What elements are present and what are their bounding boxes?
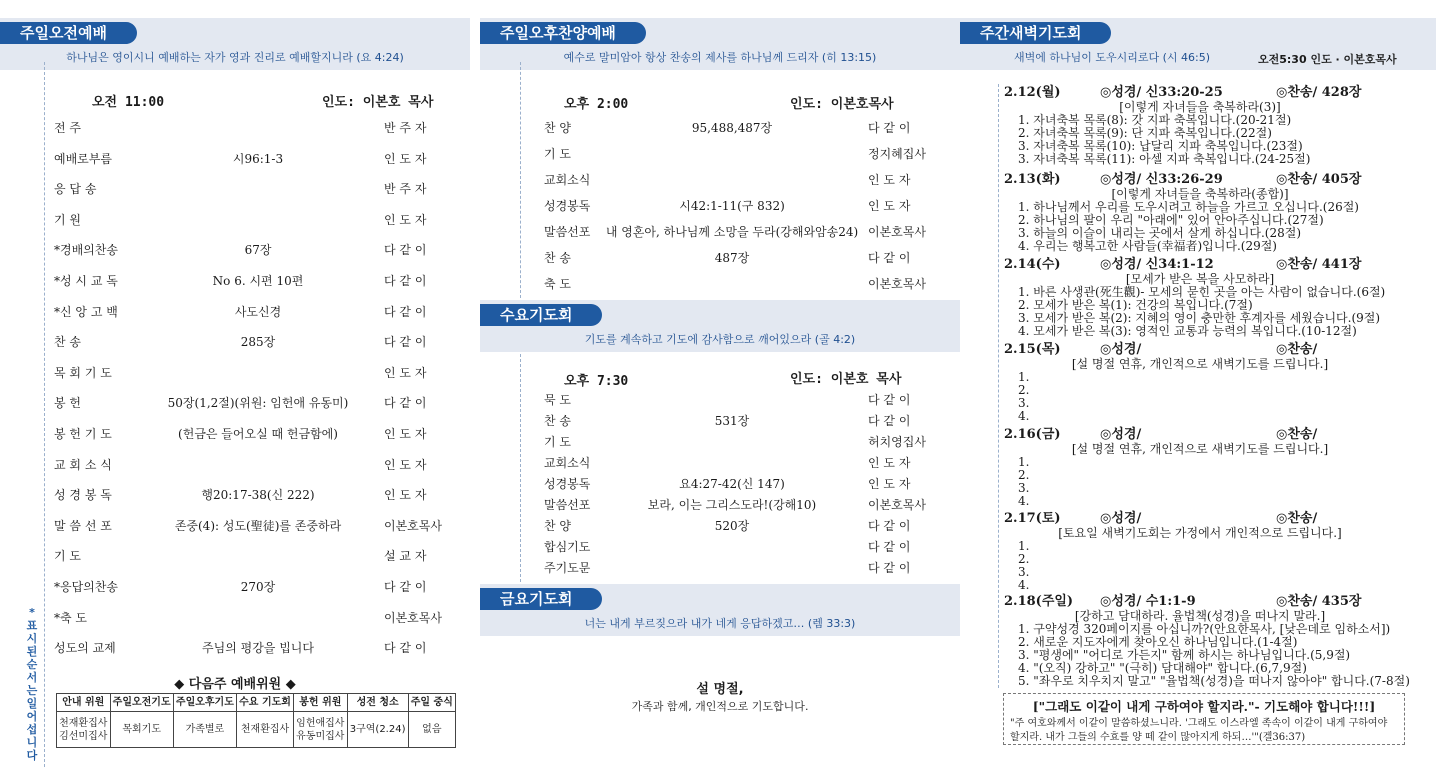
order-person: 인 도 자 [868,199,911,213]
dawn-day [1004,173,1396,253]
committee-table [56,693,456,748]
order-row [0,576,470,598]
dawn-theme: [모세가 받은 복을 사모하라] [1125,272,1275,286]
dawn-point: 3. 자녀축복 목록(11): 아셀 지파 축복입니다.(24-25절) [1018,152,1311,166]
dawn-point: 3. [1018,396,1030,410]
dawn-theme: [설 명절 연휴, 개인적으로 새벽기도를 드립니다.] [1071,357,1329,371]
order-name: 합심기도 [544,540,591,554]
order-person: 다 같 이 [384,274,427,288]
dawn-point: 4. 우리는 행복고한 사람들(幸福者)입니다.(29절) [1018,239,1277,253]
order-name: 말씀선포 [544,498,591,512]
order-name: 목 회 기 도 [54,365,112,380]
morning-service-column [0,0,470,775]
order-row [0,637,470,659]
dawn-day [1004,512,1396,592]
afternoon-time: 오후 2:00 [564,97,629,112]
prayer-quote-box [1003,693,1405,745]
friday-verse: 너는 내게 부르짖으라 내가 네게 응답하겠고… (렘 33:3) [584,617,856,630]
order-row [0,454,470,476]
order-detail: 보라, 이는 그리스도라!(강해10) [647,498,817,512]
order-person: 다 같 이 [868,393,911,407]
order-name: 성경봉독 [544,477,591,491]
dawn-point: 3. [1018,565,1030,579]
committee-head-cell: 봉헌 위원 [294,694,348,712]
order-person: 인 도 자 [384,212,427,227]
dawn-hymn: ◎찬송/ [1276,511,1318,526]
dawn-point: 1. 바른 사생관(死生觀)- 모세의 묻힌 곳을 아는 사람이 없습니다.(6절) [1018,285,1386,299]
dawn-day [1004,428,1396,508]
dawn-day-header [1004,428,1396,443]
dawn-date: 2.12(월) [1004,85,1061,100]
committee-head-cell: 주일오전기도 [110,694,173,712]
order-name: *성 시 교 독 [54,274,118,288]
order-detail: (헌금은 들어오실 때 헌금함에) [178,427,338,441]
dawn-date: 2.13(화) [1004,172,1061,187]
order-detail: 요4:27-42(신 147) [679,477,785,491]
dawn-hymn: ◎찬송/ [1276,427,1318,442]
dawn-prayer-column [960,0,1436,775]
dawn-scripture: ◎성경/ [1100,511,1142,526]
order-person: 인 도 자 [384,365,427,380]
order-detail: 주님의 평강을 빕니다 [202,641,314,656]
order-row [480,247,960,269]
dawn-point: 2. 자녀축복 목록(9): 단 지파 축복입니다.(22절) [1018,126,1272,140]
committee-body-cell: 목회기도 [110,712,173,748]
dawn-prayer-header [960,18,1436,70]
order-row [0,484,470,506]
order-row [480,117,960,139]
order-row [480,221,960,243]
order-detail: 531장 [714,414,750,428]
order-person: 이본호목사 [868,277,926,291]
order-row [0,331,470,353]
order-name: 성도의 교제 [54,641,116,656]
committee-body-cell: 3구역(2.24) [347,712,408,748]
friday-notice-body: 가족과 함께, 개인적으로 기도합니다. [631,700,809,713]
dawn-day-header [1004,512,1396,527]
morning-service-header [0,18,470,70]
quote-title: ["그래도 이같이 내게 구하여야 할지라."- 기도해야 합니다!!!] [1032,699,1376,714]
committee-head-cell: 주일오후기도 [173,694,236,712]
dawn-point: 1. 하나님께서 우리를 도우시려고 하늘을 가르고 오십니다.(26절) [1018,200,1359,214]
dawn-date: 2.14(수) [1004,257,1061,272]
wednesday-header [480,300,960,352]
committee-body-cell: 가족별로 [173,712,236,748]
order-name: 말 씀 선 포 [54,518,112,533]
dawn-point: 2. [1018,552,1030,566]
dawn-prayer-title: 주간새벽기도회 [960,22,1111,44]
order-person: 허치영집사 [868,435,926,449]
dawn-prayer-verse: 새벽에 하나님이 도우시리로다 (시 46:5) [1014,51,1211,64]
order-row [0,515,470,537]
dawn-hymn: ◎찬송/ 441장 [1276,257,1362,272]
order-row [480,273,960,295]
dawn-point: 5. "좌우로 치우치지 말고" "율법책(성경)을 떠나지 않아야" 합니다.(7-8절) [1018,674,1410,688]
dawn-point: 2. 하나님의 팔이 우리 "아래에" 있어 안아주십니다.(27절) [1018,213,1324,227]
order-person: 인 도 자 [868,173,911,187]
order-name: 축 도 [544,277,571,291]
dawn-point: 2. 새로운 지도자에게 찾아오신 하나님입니다.(1-4절) [1018,635,1298,649]
morning-service-verse: 하나님은 영이시니 예배하는 자가 영과 진리로 예배할지니라 (요 4:24) [66,51,404,64]
order-name: 교 회 소 식 [54,457,112,472]
committee-body-cell: 천재환집사 [237,712,294,748]
order-detail: 67장 [244,243,272,258]
order-detail: 270장 [240,580,276,594]
order-detail: 내 영혼아, 하나님께 소망을 두라(강해와암송24) [605,225,859,239]
order-row [480,515,960,537]
order-name: 기 원 [54,212,81,227]
committee-head-cell: 안내 위원 [57,694,111,712]
dawn-hymn: ◎찬송/ 428장 [1276,85,1362,100]
order-row [480,431,960,453]
dawn-scripture: ◎성경/ 신33:20-25 [1100,85,1223,100]
order-row [480,410,960,432]
order-person: 다 같 이 [384,641,427,656]
order-row [480,452,960,474]
order-person: 인 도 자 [384,457,427,472]
order-person: 이본호목사 [384,518,442,533]
dawn-point: 2. [1018,383,1030,397]
dawn-point: 3. 하늘의 이슬이 내리는 곳에서 살게 하십니다.(28절) [1018,226,1302,240]
order-name: *신 앙 고 백 [54,304,118,319]
order-name: 찬 송 [544,414,571,428]
dawn-scripture: ◎성경/ 신33:26-29 [1100,172,1223,187]
order-person: 정지혜집사 [868,147,926,161]
order-row [0,362,470,384]
wednesday-title: 수요기도회 [480,304,602,326]
dawn-theme: [이렇게 자녀들을 축복하라(종합)] [1111,187,1289,201]
dawn-prayer-time-leader: 오전5:30 인도 · 이본호목사 [1258,53,1397,66]
dawn-point: 4. [1018,409,1030,423]
order-name: 기 도 [544,147,571,161]
order-name: 찬 송 [54,335,81,350]
order-person: 다 같 이 [384,580,427,594]
dawn-date: 2.18(주일) [1004,594,1074,609]
dawn-theme: [이렇게 자녀들을 축복하라(3)] [1119,100,1281,114]
order-detail: 95,488,487장 [691,121,773,135]
order-person: 이본호목사 [868,498,926,512]
dawn-day-header [1004,173,1396,188]
committee-head-cell: 수요 기도회 [237,694,294,712]
order-detail: 존중(4): 성도(聖徒)를 존중하라 [174,518,342,533]
dawn-point: 1. 구약성경 320페이지를 아십니까?(안요한목사, [낮은데로 임하소서]) [1018,622,1391,636]
dawn-date: 2.15(목) [1004,342,1061,357]
order-name: 성 경 봉 독 [54,488,112,503]
order-row [0,148,470,170]
wednesday-time: 오후 7:30 [564,374,629,389]
dawn-day [1004,594,1410,688]
order-person: 이본호목사 [384,610,442,625]
dawn-day-header [1004,595,1396,610]
order-name: 교회소식 [544,456,591,470]
committee-body-cell: 없음 [408,712,455,748]
friday-title: 금요기도회 [480,588,602,610]
dawn-divider [998,84,999,688]
order-person: 다 같 이 [868,561,911,575]
order-name: 말씀선포 [544,225,591,239]
dawn-day-header [1004,86,1396,101]
order-name: *응답의찬송 [54,580,118,594]
order-name: 찬 송 [544,251,571,265]
order-person: 다 같 이 [868,519,911,533]
dawn-hymn: ◎찬송/ 435장 [1276,594,1362,609]
dawn-hymn: ◎찬송/ 405장 [1276,172,1362,187]
afternoon-verse: 예수로 말미암아 항상 찬송의 제사를 하나님께 드리자 (히 13:15) [563,51,877,64]
order-name: 봉 헌 [54,396,81,411]
committee-head-cell: 주일 중식 [408,694,455,712]
order-name: 찬 양 [544,121,571,135]
order-detail: 시96:1-3 [232,151,284,166]
order-row [0,209,470,231]
afternoon-leader: 인도: 이본호목사 [790,97,894,112]
order-name: *경배의찬송 [54,243,118,258]
morning-time: 오전 11:00 [92,95,165,110]
afternoon-column [480,0,960,775]
dawn-hymn: ◎찬송/ [1276,342,1318,357]
order-detail: 487장 [714,251,750,265]
order-detail: 285장 [240,335,276,350]
friday-header [480,584,960,636]
order-person: 설 교 자 [384,549,427,564]
order-person: 다 같 이 [868,540,911,554]
dawn-point: 3. 모세가 받은 복(2): 지혜의 영이 충만한 후계자를 세웠습니다.(9절) [1018,311,1381,325]
committee-body-cell: 천재환집사 김선미집사 [57,712,111,748]
order-person: 다 같 이 [384,335,427,350]
order-detail: 사도신경 [234,304,282,319]
dawn-point: 3. "평생에" "어디로 가든지" 함께 하시는 하나님입니다.(5,9절) [1018,648,1351,662]
order-person: 다 같 이 [384,304,427,319]
order-row [0,301,470,323]
order-name: 교회소식 [544,173,591,187]
order-row [0,117,470,139]
dawn-scripture: ◎성경/ 신34:1-12 [1100,257,1214,272]
dawn-point: 1. [1018,370,1030,384]
wednesday-verse: 기도를 계속하고 기도에 감사함으로 깨어있으라 (골 4:2) [584,333,856,346]
order-person: 반 주 자 [384,121,427,135]
committee-title: ◆ 다음주 예배위원 ◆ [174,677,296,692]
order-row [0,178,470,200]
order-row [480,536,960,558]
order-name: 기 도 [544,435,571,449]
order-row [0,545,470,567]
order-person: 다 같 이 [868,414,911,428]
order-row [480,557,960,579]
dawn-date: 2.17(토) [1004,511,1061,526]
committee-body-cell: 임헌애집사 유동미집사 [294,712,348,748]
order-row [480,169,960,191]
dawn-date: 2.16(금) [1004,427,1061,442]
order-detail: 50장(1,2절)(위원: 임헌애 유동미) [167,396,349,411]
order-name: 주기도문 [544,561,591,575]
order-row [0,392,470,414]
dawn-scripture: ◎성경/ [1100,427,1142,442]
order-detail: 시42:1-11(구 832) [679,199,785,213]
order-name: 전 주 [54,121,81,135]
dawn-point: 1. [1018,539,1030,553]
dawn-scripture: ◎성경/ [1100,342,1142,357]
dawn-point: 3. [1018,481,1030,495]
order-detail: 520장 [714,519,750,533]
dawn-day [1004,343,1396,423]
friday-notice-title: 설 명절, [696,682,744,697]
wednesday-leader: 인도: 이본호 목사 [790,372,902,387]
order-detail: 행20:17-38(신 222) [201,488,315,503]
order-person: 다 같 이 [868,251,911,265]
dawn-theme: [토요일 새벽기도회는 가정에서 개인적으로 드립니다.] [1058,526,1342,540]
order-person: 인 도 자 [384,151,427,166]
dawn-theme: [설 명절 연휴, 개인적으로 새벽기도를 드립니다.] [1071,442,1329,456]
order-name: 묵 도 [544,393,571,407]
order-name: 예배로부름 [54,151,112,166]
order-detail: No 6. 시편 10편 [212,274,304,288]
order-row [480,494,960,516]
afternoon-header [480,18,960,70]
dawn-scripture: ◎성경/ 수1:1-9 [1100,594,1196,609]
dawn-point: 3. 자녀축복 목록(10): 납달리 지파 축복입니다.(23절) [1018,139,1303,153]
order-person: 반 주 자 [384,182,427,197]
standing-note: *표시된 순서는 일어섭니다 [26,606,38,762]
dawn-day-header [1004,343,1396,358]
order-name: 응 답 송 [54,182,97,197]
quote-body: "주 여호와께서 이같이 말씀하셨느니라. '그래도 이스라엘 족속이 이같이 내게 구하여야 할지라. 내가 그들의 수효를 양 떼 같이 많아지게 하되…'"(겔36:37) [1010,718,1388,743]
order-row [0,239,470,261]
order-row [480,143,960,165]
dawn-day-header [1004,258,1396,273]
dawn-day [1004,86,1396,166]
dawn-point: 1. 자녀축복 목록(8): 갓 지파 축복입니다.(20-21절) [1018,113,1292,127]
order-row [0,607,470,629]
order-row [0,423,470,445]
morning-service-title: 주일오전예배 [0,22,137,44]
dawn-theme: [강하고 담대하라. 율법책(성경)을 떠나지 말라.] [1074,609,1326,623]
order-person: 인 도 자 [384,488,427,503]
order-row [480,195,960,217]
morning-leader: 인도: 이본호 목사 [322,95,434,110]
order-row [480,389,960,411]
order-name: *축 도 [54,610,87,625]
order-person: 인 도 자 [384,427,427,441]
dawn-point: 1. [1018,455,1030,469]
dawn-point: 2. [1018,468,1030,482]
committee-head-cell: 성전 청소 [347,694,408,712]
order-name: 기 도 [54,549,81,564]
dawn-day [1004,258,1396,338]
order-name: 성경봉독 [544,199,591,213]
dawn-point: 4. 모세가 받은 복(3): 영적인 교통과 능력의 복입니다.(10-12절) [1018,324,1357,338]
order-person: 다 같 이 [384,396,427,411]
dawn-point: 4. "(오직) 강하고" "(극히) 담대해야" 합니다.(6,7,9절) [1018,661,1307,675]
dawn-point: 4. [1018,494,1030,508]
dawn-point: 4. [1018,578,1030,592]
order-person: 다 같 이 [868,121,911,135]
order-name: 봉 헌 기 도 [54,427,112,441]
dawn-point: 2. 모세가 받은 복(1): 건강의 복입니다.(7절) [1018,298,1253,312]
order-person: 다 같 이 [384,243,427,258]
order-person: 이본호목사 [868,225,926,239]
order-person: 인 도 자 [868,456,911,470]
order-row [0,270,470,292]
order-person: 인 도 자 [868,477,911,491]
afternoon-title: 주일오후찬양예배 [480,22,646,44]
order-row [480,473,960,495]
order-name: 찬 양 [544,519,571,533]
